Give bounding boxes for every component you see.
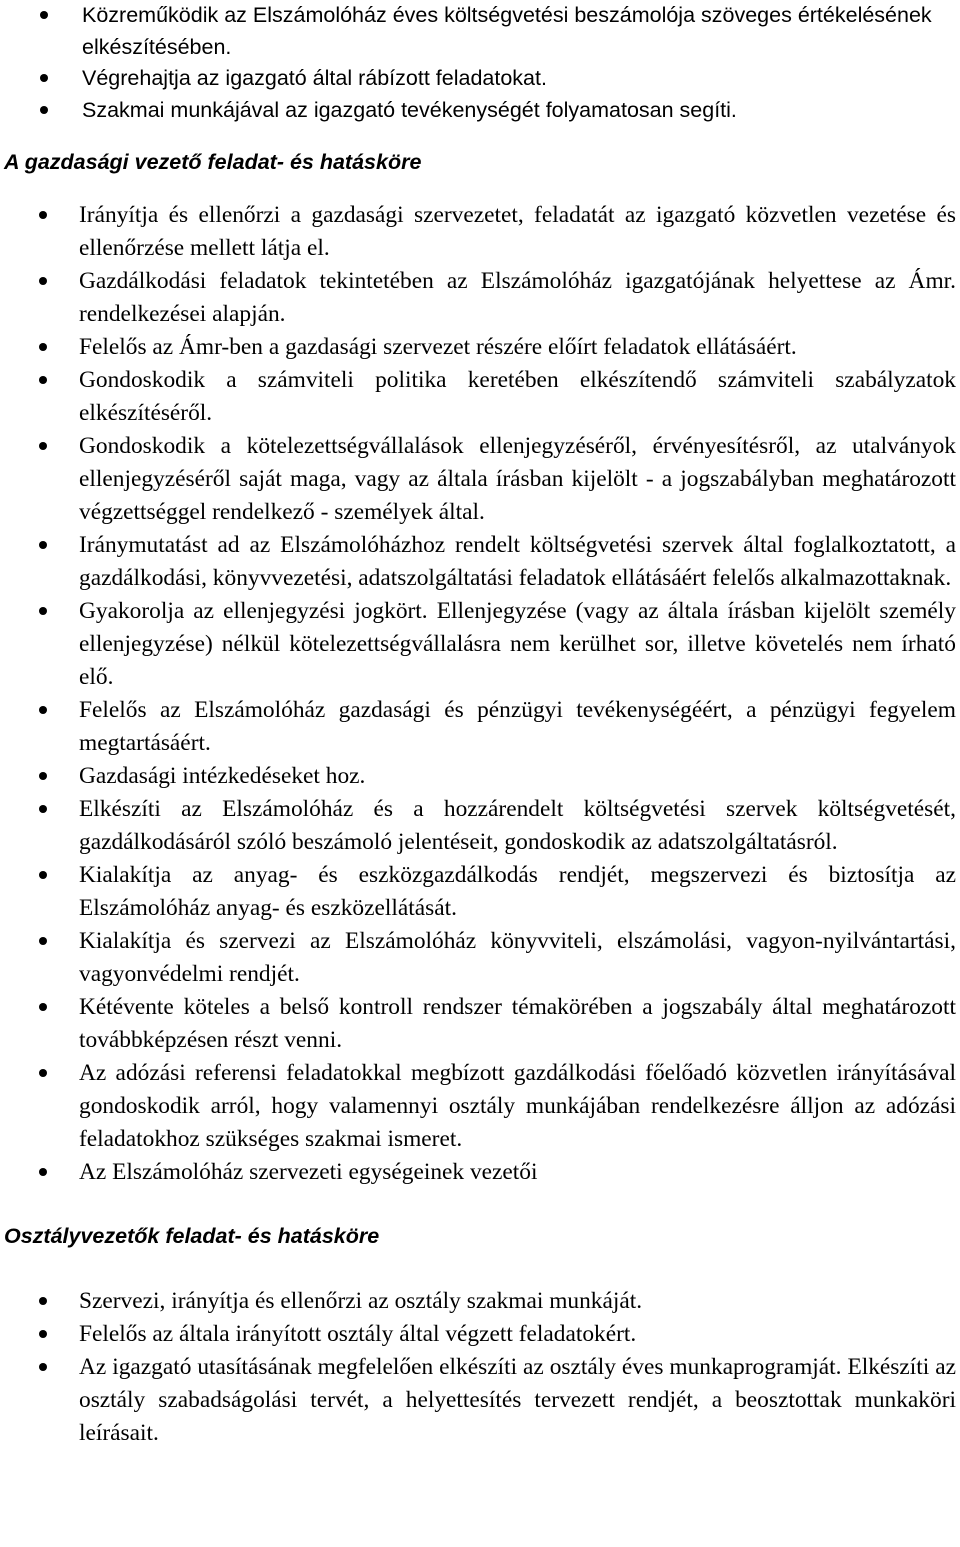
list-item-text: Felelős az Ámr-ben a gazdasági szervezet részére előírt feladatok ellátásáért. bbox=[79, 334, 797, 360]
list-item bbox=[0, 1156, 960, 1189]
list-item-text: Kialakítja és szervezi az Elszámolóház könyvviteli, elszámolási, vagyon-nyilvántartási, vagyonvédelmi rendjét. bbox=[79, 928, 956, 987]
bullet-icon bbox=[39, 1297, 47, 1305]
list-item-text: Elkészíti az Elszámolóház és a hozzárendelt költségvetési szervek költségvetését, gazdálkodásáról szóló beszámoló jelentéseit, gondoskodik az adatszolgáltatásról. bbox=[79, 796, 956, 855]
list-item bbox=[0, 925, 960, 991]
list-item bbox=[0, 859, 960, 925]
bullet-icon bbox=[39, 1003, 47, 1011]
bullet-icon bbox=[40, 11, 48, 19]
list-item bbox=[0, 1318, 960, 1351]
list-item-text: Felelős az Elszámolóház gazdasági és pénzügyi tevékenységéért, a pénzügyi fegyelem megtartásáért. bbox=[79, 697, 956, 756]
bullet-icon bbox=[39, 607, 47, 615]
osztalyvezetok-list bbox=[0, 1285, 960, 1450]
list-item bbox=[0, 430, 960, 529]
list-item-text: Kétévente köteles a belső kontroll rendszer témakörében a jogszabály által meghatározott továbbképzésen részt venni. bbox=[79, 994, 956, 1053]
list-item bbox=[0, 265, 960, 331]
bullet-icon bbox=[39, 1330, 47, 1338]
list-item bbox=[0, 760, 960, 793]
bullet-icon bbox=[40, 106, 48, 114]
list-item bbox=[0, 991, 960, 1057]
list-item bbox=[0, 1285, 960, 1318]
gazdasagi-vezeto-list bbox=[0, 199, 960, 1189]
list-item bbox=[0, 331, 960, 364]
list-item bbox=[0, 364, 960, 430]
list-item-text: Kialakítja az anyag- és eszközgazdálkodás rendjét, megszervezi és biztosítja az Elszámolóház anyag- és eszközellátását. bbox=[79, 862, 956, 921]
bullet-icon bbox=[39, 343, 47, 351]
bullet-icon bbox=[39, 1069, 47, 1077]
list-item-text: Szakmai munkájával az igazgató tevékenységét folyamatosan segíti. bbox=[82, 97, 737, 122]
bullet-icon bbox=[39, 541, 47, 549]
list-item-text: Közreműködik az Elszámolóház éves költségvetési beszámolója szöveges értékelésének elkészítésében. bbox=[82, 3, 932, 59]
list-item-text: Az adózási referensi feladatokkal megbízott gazdálkodási főelőadó közvetlen irányításával gondoskodik arról, hogy valamennyi osztály munkájában rendelkezésre álljon az adózási feladatokhoz szükséges szakmai ismeret. bbox=[79, 1060, 956, 1152]
list-item-text: Az igazgató utasításának megfelelően elkészíti az osztály éves munkaprogramját. Elkészíti az osztály szabadságolási tervét, a helyettesítés tervezett rendjét, a beosztottak munkaköri leírásait. bbox=[79, 1354, 956, 1446]
bullet-icon bbox=[39, 442, 47, 450]
bullet-icon bbox=[39, 376, 47, 384]
list-item bbox=[0, 1351, 960, 1450]
section-heading-gazdasagi-vezeto: A gazdasági vezető feladat- és hatásköre bbox=[4, 150, 422, 174]
list-item-text: Gyakorolja az ellenjegyzési jogkört. Ellenjegyzése (vagy az általa írásban kijelölt személy ellenjegyzése) nélkül kötelezettségvállalásra nem kerülhet sor, illetve követelés nem írható elő. bbox=[79, 598, 956, 690]
list-item bbox=[0, 694, 960, 760]
list-item-text: Felelős az általa irányított osztály által végzett feladatokért. bbox=[79, 1321, 637, 1347]
bullet-icon bbox=[40, 74, 48, 82]
bullet-icon bbox=[39, 871, 47, 879]
bullet-icon bbox=[39, 1363, 47, 1371]
bullet-icon bbox=[39, 277, 47, 285]
list-item-text: Végrehajtja az igazgató által rábízott feladatokat. bbox=[82, 66, 547, 90]
list-item bbox=[0, 595, 960, 694]
bullet-icon bbox=[39, 1168, 47, 1176]
bullet-icon bbox=[39, 937, 47, 945]
list-item bbox=[0, 1057, 960, 1156]
list-item bbox=[0, 793, 960, 859]
list-item-text: Gazdálkodási feladatok tekintetében az Elszámolóház igazgatójának helyettese az Ámr. rendelkezései alapján. bbox=[79, 268, 956, 327]
intro-list bbox=[0, 0, 960, 126]
list-item-text: Gazdasági intézkedéseket hoz. bbox=[79, 763, 366, 789]
list-item bbox=[0, 199, 960, 265]
list-item-text: Az Elszámolóház szervezeti egységeinek vezetői bbox=[79, 1159, 538, 1185]
list-item-text: Irányítja és ellenőrzi a gazdasági szervezetet, feladatát az igazgató közvetlen vezetése és ellenőrzése mellett látja el. bbox=[79, 202, 956, 261]
list-item-text: Iránymutatást ad az Elszámolóházhoz rendelt költségvetési szervek által foglalkoztatott, a gazdálkodási, könyvvezetési, adatszolgáltatási feladatok ellátásáért felelős alkalmazottaknak. bbox=[79, 532, 956, 591]
list-item-text: Szervezi, irányítja és ellenőrzi az osztály szakmai munkáját. bbox=[79, 1288, 643, 1314]
list-item bbox=[0, 0, 960, 63]
list-item bbox=[0, 63, 960, 95]
list-item bbox=[0, 529, 960, 595]
bullet-icon bbox=[39, 211, 47, 219]
list-item-text: Gondoskodik a számviteli politika keretében elkészítendő számviteli szabályzatok elkészítéséről. bbox=[79, 367, 956, 426]
bullet-icon bbox=[39, 706, 47, 714]
bullet-icon bbox=[39, 772, 47, 780]
bullet-icon bbox=[39, 805, 47, 813]
list-item bbox=[0, 95, 960, 127]
list-item-text: Gondoskodik a kötelezettségvállalások ellenjegyzéséről, érvényesítésről, az utalványok ellenjegyzéséről saját maga, vagy az általa írásban kijelölt - a jogszabályban meghatározott végzettséggel rendelkező - személyek által. bbox=[79, 433, 956, 525]
section-heading-osztalyvezetok: Osztályvezetők feladat- és hatásköre bbox=[4, 1224, 380, 1248]
